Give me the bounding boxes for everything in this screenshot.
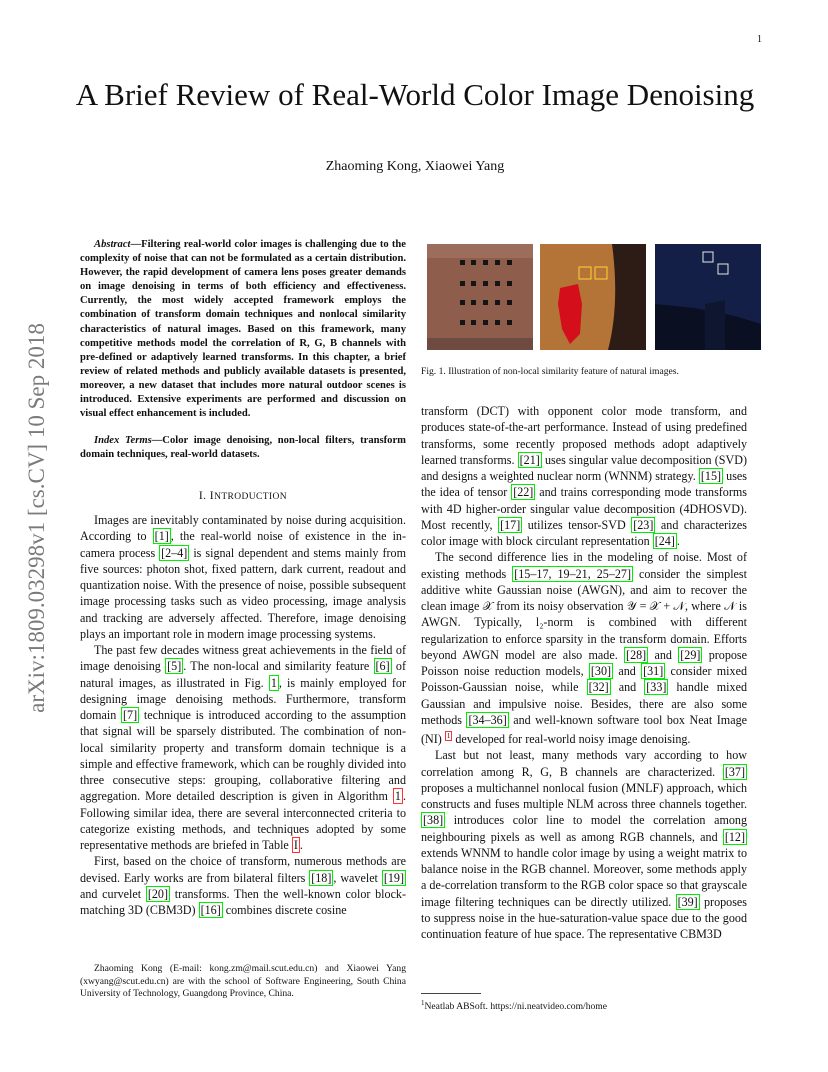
- text-run: , the real-world noise of existence in the in-camera process: [80, 529, 407, 560]
- text-run: consider the simplest additive white Gaussian noise (AWGN), and aim to recover the clean image 𝒳 from its noisy observation 𝒴 = 𝒳 + 𝒩, where 𝒩 is AWGN. Typically, l₂-norm is combined with different regularization to enforce sparsity in the transform domain. Efforts beyond AWGN model are also made.: [421, 566, 747, 662]
- text-run: of natural images, as illustrated in Fig.: [80, 659, 406, 690]
- text-run: The past few decades witness great achievements in the field of image denoising: [80, 643, 406, 674]
- footnote-link[interactable]: 1: [446, 732, 451, 740]
- citation-link[interactable]: [22]: [513, 485, 534, 500]
- text-run: . The non-local and similarity feature: [183, 659, 374, 674]
- text-run: and characterizes color image with block circulant representation: [421, 517, 747, 548]
- citation-link[interactable]: [20]: [147, 886, 169, 901]
- right-paragraph-1: [421, 403, 747, 549]
- text-run: First, based on the choice of transform, numerous methods are devised. Early works are from bilateral filters: [80, 854, 406, 885]
- page-number: 1: [757, 34, 762, 45]
- right-paragraph-2: [421, 549, 747, 747]
- paper-title: A Brief Review of Real-World Color Image Denoising: [75, 77, 755, 112]
- text-run: and: [613, 664, 642, 678]
- text-run: extends WNNM to handle color image by using a weight matrix to balance noise in the RGB channel. Moreover, some methods apply a de-correlation transform to the RGB color space so that grayscale image filtering techniques can be directly utilized.: [421, 845, 747, 909]
- figure-image-building: [427, 244, 533, 350]
- section-first-letter: I: [209, 489, 215, 502]
- figure-image-red-object: [540, 244, 646, 350]
- figure-image-night-scene: [655, 244, 761, 350]
- text-run: .: [676, 534, 680, 548]
- citation-link[interactable]: [19]: [383, 870, 404, 885]
- text-run: utilizes tensor-SVD: [522, 517, 632, 532]
- citation-link[interactable]: [12]: [724, 829, 745, 844]
- citation-link[interactable]: [28]: [626, 647, 647, 662]
- text-run: , is mainly employed for designing image denoising methods. Furthermore, transform domain: [80, 675, 406, 722]
- intro-paragraph-2: [80, 642, 406, 853]
- text-run: combines discrete cosine: [222, 903, 347, 917]
- citation-link[interactable]: [6]: [375, 659, 390, 674]
- citation-link[interactable]: [7]: [123, 708, 138, 722]
- arxiv-stamp-text: arXiv:1809.03298v1 [cs.CV] 10 Sep 2018: [24, 323, 49, 713]
- abstract-label: Abstract: [94, 239, 131, 250]
- index-terms-label: Index Terms: [94, 435, 152, 446]
- text-run: uses singular value decomposition (SVD) and designs a weighted nuclear norm (WNNM) strategy.: [421, 452, 747, 483]
- paper-authors: Zhaoming Kong, Xiaowei Yang: [325, 159, 505, 174]
- text-run: . Following similar idea, there are several interconnected criteria to categorize existing methods, and techniques adopted by some representative methods are briefed in Table: [80, 789, 406, 852]
- text-run: proposes a multichannel nonlocal fusion (MNLF) approach, which constructs and fuses multiple NLM across three channels together.: [421, 780, 747, 812]
- text-run: and: [610, 680, 645, 695]
- citation-link[interactable]: [15]: [700, 469, 722, 483]
- figure-link[interactable]: 1: [270, 675, 277, 690]
- text-run: proposes to suppress noise in the hue-saturation-value space due to the good continuation feature of hue space. The representative CBM3D: [421, 894, 747, 942]
- citation-link[interactable]: [32]: [588, 680, 609, 695]
- arxiv-stamp: [12, 283, 62, 753]
- right-paragraph-3: [421, 747, 747, 942]
- citation-link[interactable]: [16]: [200, 903, 221, 917]
- footnote-ni: [421, 999, 747, 1012]
- text-run: The second difference lies in the modeling of noise. Most of existing methods: [421, 550, 747, 581]
- intro-paragraph-1: [80, 512, 406, 642]
- text-run: transforms. Then the well-known color block-matching 3D (CBM3D): [80, 886, 407, 917]
- text-run: and: [648, 647, 679, 662]
- text-run: Images are inevitably contaminated by noise during acquisition. According to: [80, 513, 406, 544]
- citation-link[interactable]: [31]: [643, 664, 664, 678]
- text-run: transform (DCT) with opponent color mode transform, and produces state-of-the-art performance. Instead of using predefined transforms, some recently proposed methods adopt adaptively learned transforms.: [421, 404, 747, 467]
- text-run: developed for real-world noisy image denoising.: [452, 732, 691, 747]
- footnote-ni-text: Neatlab ABSoft. https://ni.neatvideo.com/home: [424, 1001, 608, 1013]
- abstract: [80, 238, 406, 421]
- citation-link[interactable]: [39]: [677, 894, 698, 909]
- citation-link[interactable]: [5]: [167, 659, 182, 674]
- text-run: is signal dependent and stems mainly from five sources: photon shot, fixed pattern, dark current, readout and quantization noise. With the presence of noise, possible subsequent image processing tasks such as video processing, image analysis and tracking are adversely affected. Therefore, image denoising plays an important role in modern image processing systems.: [80, 545, 406, 641]
- text-run: .: [299, 838, 303, 852]
- text-run: handle mixed Gaussian and impulsive noise. Besides, there are also some methods: [421, 680, 747, 727]
- citation-link[interactable]: [30]: [590, 664, 612, 678]
- text-run: consider mixed Poisson-Gaussian noise, while: [421, 664, 748, 695]
- citation-link[interactable]: [21]: [519, 452, 540, 467]
- citation-link[interactable]: [18]: [311, 870, 332, 885]
- footnote-mark: 1: [421, 999, 425, 1007]
- right-body: [421, 403, 747, 942]
- text-run: and curvelet: [80, 886, 146, 901]
- algorithm-link[interactable]: 1: [394, 789, 401, 804]
- text-run: technique is introduced according to the assumption that signal will be sparsely distributed. The combination of non-local similarity property and transform domain technique is a simple and effective framework, which can be roughly divided into three consecutive steps: grouping, collaborative filtering and aggregation. More detailed description is given in Algorithm: [80, 708, 406, 804]
- text-run: introduces color line to model the correlation among neighbouring pixels as well as among RGB channels, and: [421, 813, 747, 844]
- citation-link[interactable]: [33]: [646, 680, 667, 695]
- citation-link[interactable]: [15–17, 19–21, 25–27]: [514, 566, 631, 581]
- index-terms: [80, 434, 406, 462]
- text-run: Last but not least, many methods vary according to how correlation among R, G, B channels are characterized.: [421, 748, 747, 779]
- figure-1: [427, 244, 755, 350]
- citation-link[interactable]: [38]: [423, 813, 444, 828]
- index-terms-text: —Color image denoising, non-local filters, transform domain techniques, real-world datasets.: [80, 435, 406, 461]
- citation-link[interactable]: [2–4]: [161, 545, 188, 560]
- citation-link[interactable]: [23]: [633, 517, 654, 532]
- section-heading: [80, 489, 406, 502]
- citation-link[interactable]: [17]: [500, 517, 521, 532]
- text-run: and well-known software tool box Neat Image (NI): [421, 712, 747, 747]
- citation-link[interactable]: [1]: [154, 529, 169, 544]
- citation-link[interactable]: [37]: [724, 764, 745, 779]
- abstract-text: —Filtering real-world color images is challenging due to the complexity of noise that can not be formulated as a certain distribution. However, the rapid development of camera lens poses greater demands on image denoising in terms of both efficiency and effectiveness. Currently, the most widely accepted framework employs the combination of transform domain techniques and nonlocal similarity characteristics of natural images. Based on this framework, many competitive methods model the correlation of R, G, B channels with pre-defined or adaptively learned transforms. In this chapter, a brief review of related methods and publicly available datasets is presented, moreover, a new dataset that includes more natural outdoor scenes is introduced. Extensive experiments are performed and discussion on visual effect enhancement is included.: [80, 239, 406, 420]
- text-run: propose Poisson noise reduction models,: [421, 647, 748, 678]
- footnote-rule: [421, 993, 481, 994]
- text-run: , wavelet: [333, 870, 382, 885]
- citation-link[interactable]: [24]: [654, 534, 675, 548]
- footnote-authors: Zhaoming Kong (E-mail: kong.zm@mail.scut.edu.cn) and Xiaowei Yang (xwyang@scut.edu.cn) are with the school of Software Engineering, South China University of Technology, Guangdong Province, China.: [80, 963, 406, 999]
- section-number: I.: [198, 489, 207, 502]
- text-run: uses the idea of tensor: [421, 469, 747, 500]
- text-run: and trains corresponding mode transforms with 4D higher-order singular value decomposition (4DHOSVD). Most recently,: [421, 485, 747, 532]
- citation-link[interactable]: [34–36]: [468, 712, 507, 727]
- table-link[interactable]: I: [293, 838, 298, 852]
- intro-body: [80, 512, 406, 918]
- intro-paragraph-3: [80, 853, 406, 918]
- citation-link[interactable]: [29]: [680, 647, 701, 662]
- figure-caption: Fig. 1. Illustration of non-local similarity feature of natural images.: [421, 366, 679, 377]
- section-rest: NTRODUCTION: [214, 492, 288, 502]
